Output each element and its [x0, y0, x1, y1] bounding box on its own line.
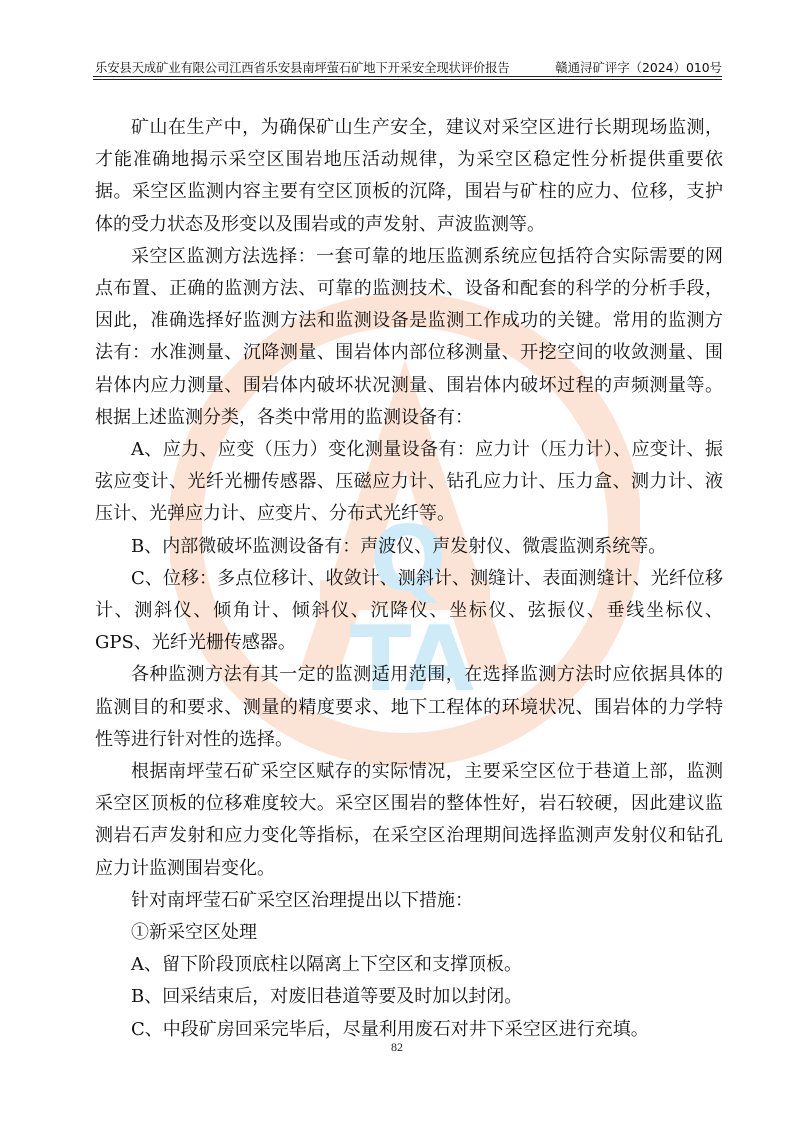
paragraph: A、应力、应变（压力）变化测量设备有：应力计（压力计）、应变计、振弦应变计、光纤光栅传感器、压磁应力计、钻孔应力计、压力盒、测力计、液压计、光弹应力计、应变片、分布式光纤等。: [95, 439, 723, 525]
svg-text:TA: TA: [350, 607, 475, 712]
header-report-number: 赣通浔矿评字（2024）010号: [555, 60, 722, 75]
list-item: C、中段矿房回采完毕后，尽量利用废石对井下采空区进行充填。: [131, 1018, 649, 1040]
document-body: [95, 112, 723, 1046]
paragraph: 采空区监测方法选择：一套可靠的地压监测系统应包括符合实际需要的网点布置、正确的监测方法、可靠的监测技术、设备和配套的科学的分析手段，因此，准确选择好监测方法和监测设备是监测工作成功的关键。常用的监测方法有：水准测量、沉降测量、围岩体内部位移测量、开挖空间的收敛测量、围岩体内应力测量、围岩体内破坏状况测量、围岩体内破坏过程的声频测量等。根据上述监测分类，各类中常用的监测设备有：: [95, 245, 723, 428]
paragraph: 各种监测方法有其一定的监测适用范围，在选择监测方法时应依据具体的监测目的和要求、测量的精度要求、地下工程体的环境状况、围岩体的力学特性等进行针对性的选择。: [95, 664, 723, 750]
svg-text:Q: Q: [370, 507, 447, 612]
page-number: 82: [391, 1040, 403, 1054]
paragraph: B、内部微破坏监测设备有：声波仪、声发射仪、微震监测系统等。: [131, 535, 667, 557]
paragraph: 矿山在生产中，为确保矿山生产安全，建议对采空区进行长期现场监测，才能准确地揭示采空区围岩地压活动规律，为采空区稳定性分析提供重要依据。采空区监测内容主要有空区顶板的沉降，围岩与矿柱的应力、位移，支护体的受力状态及形变以及围岩或的声发射、声波监测等。: [95, 117, 723, 235]
list-item: B、回采结束后，对废旧巷道等要及时加以封闭。: [131, 986, 523, 1008]
section-heading: ①新采空区处理: [131, 922, 257, 944]
paragraph: 根据南坪莹石矿采空区赋存的实际情况，主要采空区位于巷道上部，监测采空区顶板的位移难度较大。采空区围岩的整体性好，岩石较硬，因此建议监测岩石声发射和应力变化等指标，在采空区治理期间选择监测声发射仪和钻孔应力计监测围岩变化。: [95, 761, 723, 879]
list-item: A、留下阶段顶底柱以隔离上下空区和支撑顶板。: [131, 954, 522, 976]
paragraph: 针对南坪莹石矿采空区治理提出以下措施：: [131, 889, 473, 911]
page-header: [95, 56, 722, 78]
header-report-title: 乐安县天成矿业有限公司江西省乐安县南坪萤石矿地下开采安全现状评价报告: [95, 60, 510, 75]
paragraph: C、位移：多点位移计、收敛计、测斜计、测缝计、表面测缝计、光纤位移计、测斜仪、倾角计、倾斜仪、沉降仪、坐标仪、弦振仪、垂线坐标仪、GPS、光纤光栅传感器。: [95, 567, 723, 654]
